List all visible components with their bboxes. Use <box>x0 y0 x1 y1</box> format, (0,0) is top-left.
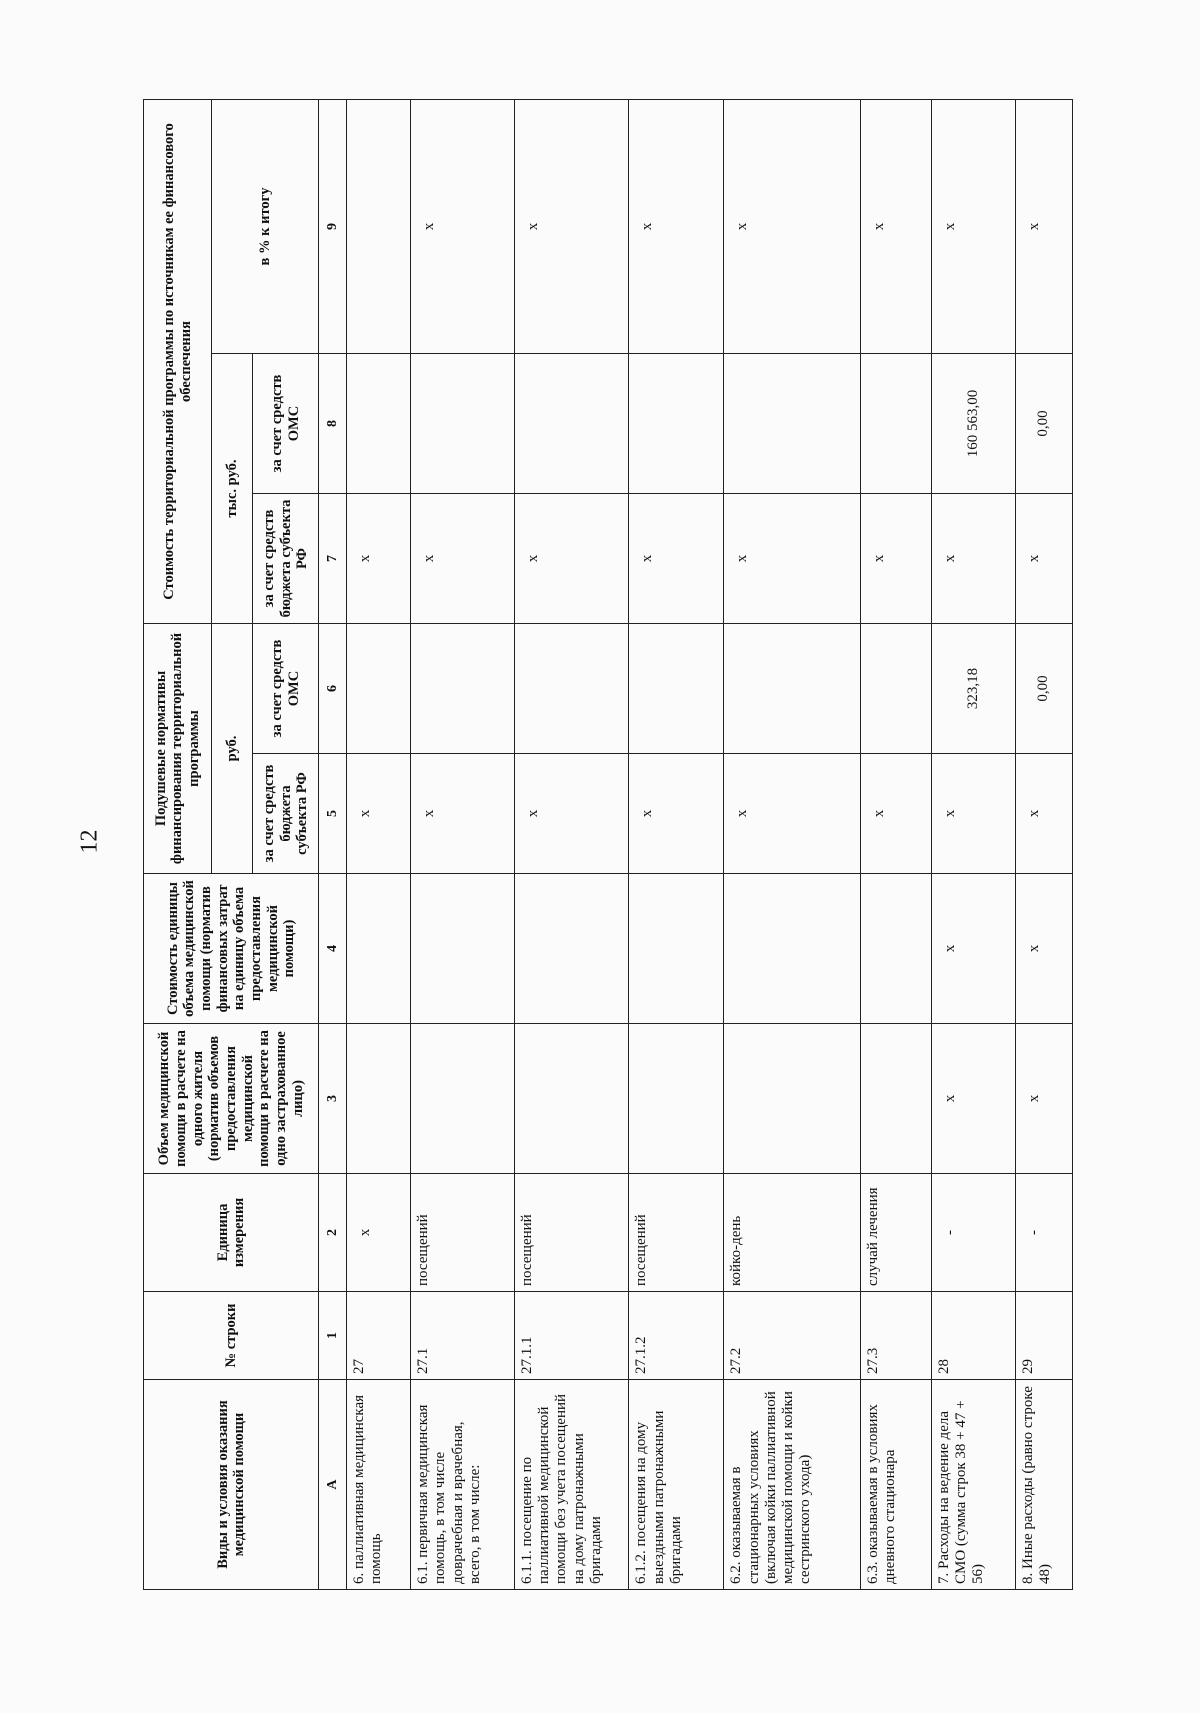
header-col-6: за счет средств ОМС <box>253 624 319 754</box>
column-number: 7 <box>319 494 347 624</box>
row-line-number: 28 <box>931 1292 1015 1380</box>
row-cost-budget: x <box>347 494 411 624</box>
header-unit-thous-rub: тыс. руб. <box>212 354 253 624</box>
table-row <box>861 99 932 1589</box>
row-per-capita-budget: x <box>931 754 1015 874</box>
row-unit: посещений <box>514 1174 629 1292</box>
row-cost-budget: x <box>411 494 515 624</box>
row-volume <box>411 1024 515 1174</box>
row-per-capita-budget: x <box>411 754 515 874</box>
row-name: 6.1.2. посещения на дому выездными патронажными бригадами <box>629 1380 724 1590</box>
row-per-capita-oms <box>724 624 861 754</box>
column-number: 8 <box>319 354 347 494</box>
row-volume: x <box>931 1024 1015 1174</box>
row-unit-cost <box>514 874 629 1024</box>
row-cost-percent: x <box>1015 99 1072 353</box>
table-row <box>411 99 515 1589</box>
financing-table <box>143 99 1073 1590</box>
row-cost-oms: 0,00 <box>1015 354 1072 494</box>
row-cost-percent: x <box>514 99 629 353</box>
row-line-number: 27.1.2 <box>629 1292 724 1380</box>
row-name: 8. Иные расходы (равно строке 48) <box>1015 1380 1072 1590</box>
column-number: 5 <box>319 754 347 874</box>
rotated-table-container <box>143 100 1073 1590</box>
row-cost-percent: x <box>411 99 515 353</box>
row-per-capita-oms: 0,00 <box>1015 624 1072 754</box>
row-cost-budget: x <box>724 494 861 624</box>
row-unit: случай лечения <box>861 1174 932 1292</box>
row-unit-cost <box>861 874 932 1024</box>
row-per-capita-budget: x <box>629 754 724 874</box>
header-col-5: за счет средств бюджета субъекта РФ <box>253 754 319 874</box>
column-number: 6 <box>319 624 347 754</box>
header-col-4: Стоимость единицы объема медицинской помощи (норматив финансовых затрат на единицу объема предоставления медицинской помощи) <box>144 874 319 1024</box>
row-cost-percent: x <box>629 99 724 353</box>
row-cost-budget: x <box>931 494 1015 624</box>
row-cost-oms <box>724 354 861 494</box>
table-row <box>347 99 411 1589</box>
row-cost-percent: x <box>931 99 1015 353</box>
row-line-number: 27 <box>347 1292 411 1380</box>
column-number: А <box>319 1380 347 1590</box>
header-group-per-capita: Подушевые нормативы финансирования территориальной программы <box>144 624 212 874</box>
row-per-capita-oms <box>411 624 515 754</box>
row-name: 6.3. оказываемая в условиях дневного стационара <box>861 1380 932 1590</box>
table-row <box>724 99 861 1589</box>
row-unit-cost: x <box>1015 874 1072 1024</box>
header-unit-rub: руб. <box>212 624 253 874</box>
row-unit-cost <box>347 874 411 1024</box>
row-per-capita-budget: x <box>861 754 932 874</box>
header-col-9: в % к итогу <box>212 99 319 353</box>
row-line-number: 27.2 <box>724 1292 861 1380</box>
row-per-capita-budget: x <box>514 754 629 874</box>
row-name: 6. паллиативная медицинская помощь <box>347 1380 411 1590</box>
row-volume <box>629 1024 724 1174</box>
row-per-capita-oms <box>514 624 629 754</box>
row-per-capita-oms <box>629 624 724 754</box>
row-cost-oms <box>411 354 515 494</box>
row-line-number: 27.3 <box>861 1292 932 1380</box>
row-name: 6.2. оказываемая в стационарных условиях (включая койки паллиативной медицинской помощи и койки сестринского ухода) <box>724 1380 861 1590</box>
row-cost-budget: x <box>514 494 629 624</box>
table-row <box>1015 99 1072 1589</box>
row-volume <box>724 1024 861 1174</box>
row-unit-cost <box>629 874 724 1024</box>
row-volume <box>514 1024 629 1174</box>
row-unit: - <box>1015 1174 1072 1292</box>
header-col-3: Объем медицинской помощи в расчете на одного жителя (норматив объемов предоставления медицинской помощи в расчете на одно застрахованное лицо) <box>144 1024 319 1174</box>
row-unit: посещений <box>629 1174 724 1292</box>
header-col-8: за счет средств ОМС <box>253 354 319 494</box>
row-unit-cost <box>724 874 861 1024</box>
row-cost-budget: x <box>1015 494 1072 624</box>
row-cost-budget: x <box>629 494 724 624</box>
row-cost-oms <box>514 354 629 494</box>
row-cost-oms <box>629 354 724 494</box>
row-unit: - <box>931 1174 1015 1292</box>
table-row <box>931 99 1015 1589</box>
row-name: 7. Расходы на ведение дела СМО (сумма строк 38 + 47 + 56) <box>931 1380 1015 1590</box>
header-col-1: № строки <box>144 1292 319 1380</box>
row-per-capita-budget: x <box>1015 754 1072 874</box>
row-unit-cost: x <box>931 874 1015 1024</box>
row-volume <box>347 1024 411 1174</box>
row-per-capita-budget: x <box>347 754 411 874</box>
row-volume <box>861 1024 932 1174</box>
row-name: 6.1. первичная медицинская помощь, в том числе доврачебная и врачебная, всего, в том числе: <box>411 1380 515 1590</box>
row-cost-oms <box>347 354 411 494</box>
row-unit: койко-день <box>724 1174 861 1292</box>
header-group-cost: Стоимость территориальной программы по источникам ее финансового обеспечения <box>144 99 212 623</box>
row-unit: x <box>347 1174 411 1292</box>
column-number: 3 <box>319 1024 347 1174</box>
row-cost-oms <box>861 354 932 494</box>
row-per-capita-oms <box>347 624 411 754</box>
row-cost-budget: x <box>861 494 932 624</box>
column-number: 1 <box>319 1292 347 1380</box>
row-line-number: 29 <box>1015 1292 1072 1380</box>
row-cost-oms: 160 563,00 <box>931 354 1015 494</box>
table-row <box>514 99 629 1589</box>
column-number: 9 <box>319 99 347 353</box>
row-per-capita-budget: x <box>724 754 861 874</box>
header-col-7: за счет средств бюджета субъекта РФ <box>253 494 319 624</box>
row-line-number: 27.1 <box>411 1292 515 1380</box>
table-row <box>629 99 724 1589</box>
row-cost-percent <box>347 99 411 353</box>
row-cost-percent: x <box>861 99 932 353</box>
header-col-2: Единица измерения <box>144 1174 319 1292</box>
row-per-capita-oms: 323,18 <box>931 624 1015 754</box>
column-number: 2 <box>319 1174 347 1292</box>
row-unit-cost <box>411 874 515 1024</box>
header-row-1 <box>144 99 212 1589</box>
column-number: 4 <box>319 874 347 1024</box>
row-per-capita-oms <box>861 624 932 754</box>
row-name: 6.1.1. посещение по паллиативной медицинской помощи без учета посещений на дому патронажными бригадами <box>514 1380 629 1590</box>
column-number-row <box>319 99 347 1589</box>
row-cost-percent: x <box>724 99 861 353</box>
row-unit: посещений <box>411 1174 515 1292</box>
row-volume: x <box>1015 1024 1072 1174</box>
header-col-a: Виды и условия оказания медицинской помощи <box>144 1380 319 1590</box>
row-line-number: 27.1.1 <box>514 1292 629 1380</box>
page-number: 12 <box>76 829 103 854</box>
